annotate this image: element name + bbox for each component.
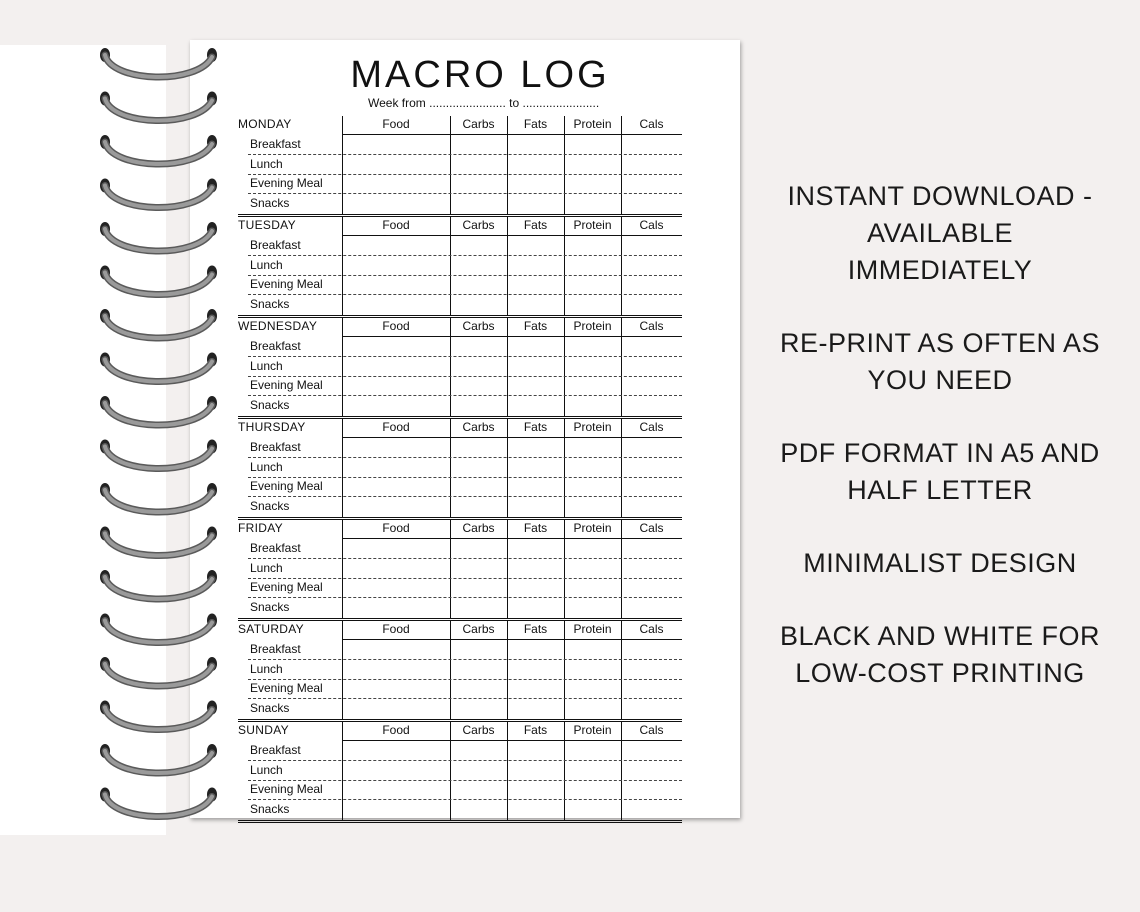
feature-list <box>740 178 1140 728</box>
meal-label: Breakfast <box>250 238 301 252</box>
day-label: WEDNESDAY <box>238 319 318 333</box>
column-header-fats: Fats <box>523 319 548 333</box>
meal-row <box>248 376 682 396</box>
binder-backing <box>0 45 166 835</box>
day-label: MONDAY <box>238 117 292 131</box>
feature-line: MINIMALIST DESIGN <box>803 548 1077 578</box>
day-label: SUNDAY <box>238 723 289 737</box>
column-header-fats: Fats <box>523 622 548 636</box>
meal-row <box>248 800 682 819</box>
meal-label: Snacks <box>250 397 290 412</box>
column-header-fats: Fats <box>523 521 548 535</box>
column-header-carbs: Carbs <box>462 420 495 434</box>
meal-label: Evening Meal <box>250 782 323 796</box>
meal-row <box>248 640 682 660</box>
column-header-cals: Cals <box>639 622 664 636</box>
column-header-food: Food <box>382 117 410 131</box>
column-header-cals: Cals <box>639 521 664 535</box>
meal-row <box>248 174 682 194</box>
meal-row <box>248 275 682 295</box>
meal-label: Breakfast <box>250 743 301 757</box>
column-header-protein: Protein <box>573 218 612 232</box>
meal-label: Evening Meal <box>250 378 323 392</box>
meal-label: Lunch <box>250 156 283 171</box>
meal-label: Snacks <box>250 599 290 614</box>
meal-label: Lunch <box>250 560 283 575</box>
column-header-protein: Protein <box>573 723 612 737</box>
day-block-tuesday <box>238 217 682 318</box>
meal-label: Lunch <box>250 459 283 474</box>
column-header-carbs: Carbs <box>462 319 495 333</box>
meal-label: Lunch <box>250 257 283 272</box>
column-header-food: Food <box>382 420 410 434</box>
day-label: TUESDAY <box>238 218 296 232</box>
column-header-protein: Protein <box>573 319 612 333</box>
meal-row <box>248 194 682 213</box>
column-header-cals: Cals <box>639 723 664 737</box>
meal-label: Evening Meal <box>250 277 323 291</box>
feature-line: INSTANT DOWNLOAD - AVAILABLE IMMEDIATELY <box>787 181 1093 285</box>
meal-row <box>248 780 682 800</box>
meal-label: Evening Meal <box>250 479 323 493</box>
meal-label: Evening Meal <box>250 176 323 190</box>
column-header-fats: Fats <box>523 420 548 434</box>
day-label: SATURDAY <box>238 622 304 636</box>
day-block-wednesday <box>238 318 682 419</box>
meal-row <box>248 578 682 598</box>
meal-label: Lunch <box>250 358 283 373</box>
meal-row <box>248 559 682 579</box>
meal-row <box>248 295 682 314</box>
meal-row <box>248 155 682 175</box>
meal-label: Snacks <box>250 498 290 513</box>
meal-label: Lunch <box>250 762 283 777</box>
column-header-cals: Cals <box>639 420 664 434</box>
column-header-protein: Protein <box>573 117 612 131</box>
meal-label: Breakfast <box>250 440 301 454</box>
meal-row <box>248 699 682 718</box>
meal-label: Lunch <box>250 661 283 676</box>
meal-row <box>248 598 682 617</box>
day-label: FRIDAY <box>238 521 283 535</box>
day-block-monday <box>238 116 682 217</box>
column-header-food: Food <box>382 521 410 535</box>
page-title: MACRO LOG <box>350 54 610 96</box>
meal-row <box>248 741 682 761</box>
day-block-friday <box>238 520 682 621</box>
column-header-carbs: Carbs <box>462 622 495 636</box>
day-block-sunday <box>238 722 682 823</box>
meal-row <box>248 761 682 781</box>
meal-row <box>248 679 682 699</box>
meal-row <box>248 539 682 559</box>
meal-row <box>248 135 682 155</box>
meal-row <box>248 660 682 680</box>
meal-label: Breakfast <box>250 541 301 555</box>
column-header-carbs: Carbs <box>462 521 495 535</box>
day-block-saturday <box>238 621 682 722</box>
column-header-cals: Cals <box>639 218 664 232</box>
feature-line: RE-PRINT AS OFTEN AS YOU NEED <box>779 328 1101 395</box>
meal-label: Snacks <box>250 700 290 715</box>
column-header-food: Food <box>382 218 410 232</box>
column-header-fats: Fats <box>523 218 548 232</box>
column-header-carbs: Carbs <box>462 117 495 131</box>
meal-label: Evening Meal <box>250 580 323 594</box>
macro-log-table <box>238 116 682 823</box>
column-header-food: Food <box>382 319 410 333</box>
feature-line: BLACK AND WHITE FOR LOW-COST PRINTING <box>779 621 1101 688</box>
meal-label: Snacks <box>250 801 290 816</box>
meal-row <box>248 337 682 357</box>
meal-label: Snacks <box>250 296 290 311</box>
meal-row <box>248 396 682 415</box>
feature-line: PDF FORMAT IN A5 AND HALF LETTER <box>780 438 1100 505</box>
day-label: THURSDAY <box>238 420 306 434</box>
column-header-food: Food <box>382 622 410 636</box>
column-header-carbs: Carbs <box>462 218 495 232</box>
meal-row <box>248 438 682 458</box>
column-header-food: Food <box>382 723 410 737</box>
planner-page <box>190 40 740 818</box>
meal-row <box>248 256 682 276</box>
column-header-protein: Protein <box>573 420 612 434</box>
meal-label: Breakfast <box>250 642 301 656</box>
meal-label: Breakfast <box>250 137 301 151</box>
meal-row <box>248 477 682 497</box>
meal-row <box>248 497 682 516</box>
column-header-protein: Protein <box>573 622 612 636</box>
meal-row <box>248 236 682 256</box>
day-block-thursday <box>238 419 682 520</box>
meal-label: Breakfast <box>250 339 301 353</box>
week-range-line: Week from ....................... to ....................... <box>368 96 600 110</box>
column-header-fats: Fats <box>523 723 548 737</box>
column-header-cals: Cals <box>639 117 664 131</box>
column-header-cals: Cals <box>639 319 664 333</box>
column-header-carbs: Carbs <box>462 723 495 737</box>
meal-row <box>248 357 682 377</box>
meal-label: Evening Meal <box>250 681 323 695</box>
meal-row <box>248 458 682 478</box>
meal-label: Snacks <box>250 195 290 210</box>
column-header-fats: Fats <box>523 117 548 131</box>
column-header-protein: Protein <box>573 521 612 535</box>
